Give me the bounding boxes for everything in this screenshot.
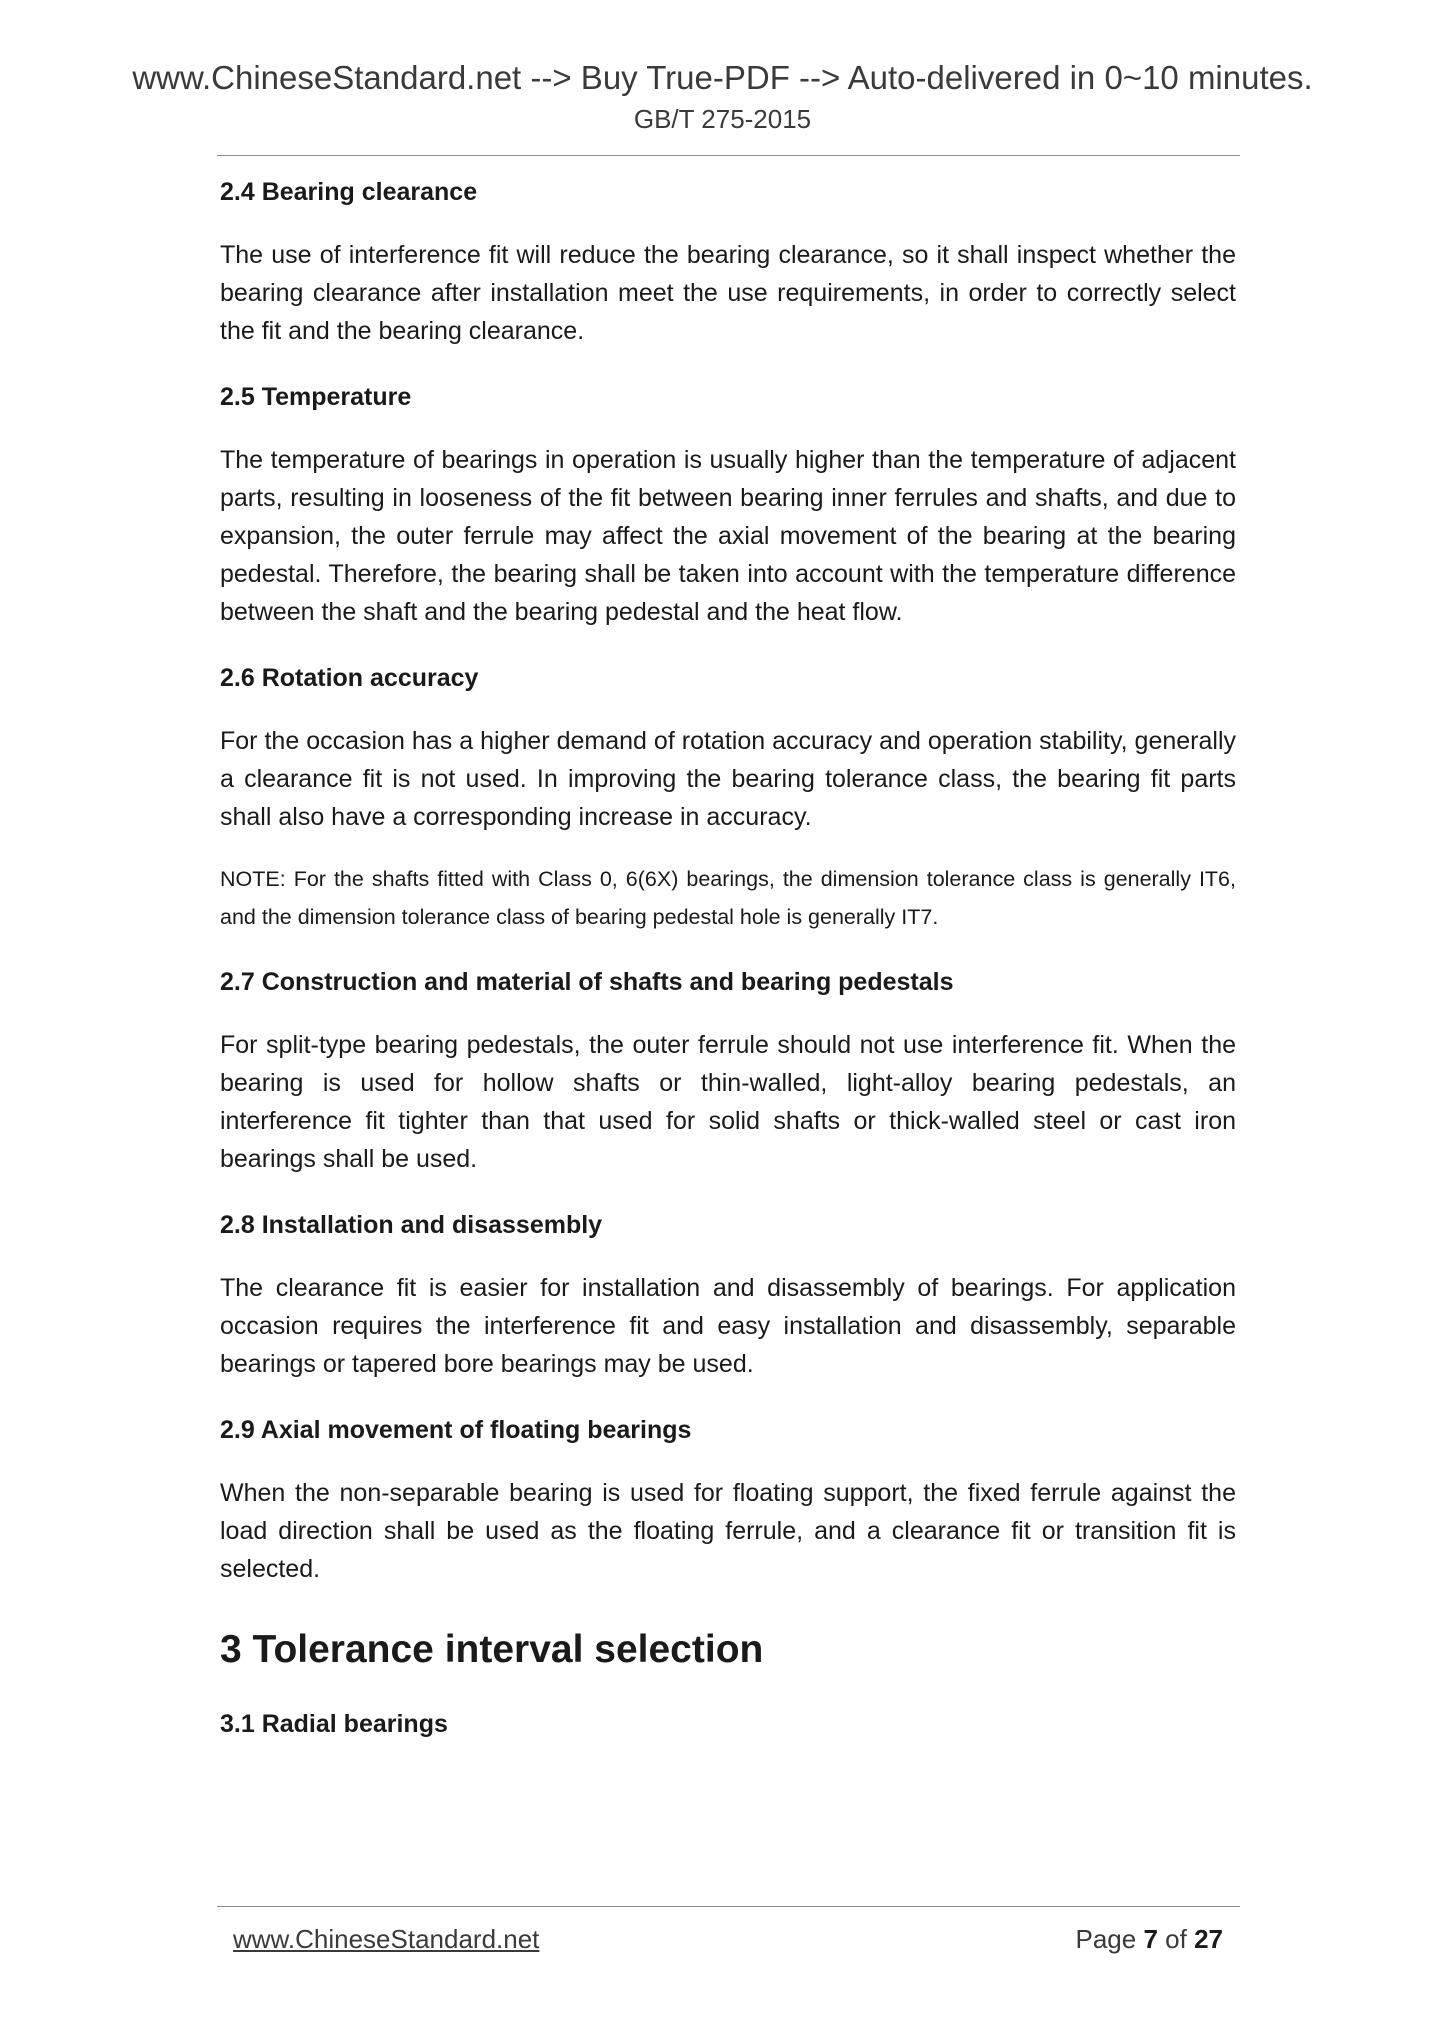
footer-divider (217, 1906, 1240, 1907)
page-prefix: Page (1075, 1924, 1137, 1954)
standard-number: GB/T 275-2015 (633, 104, 812, 134)
page-indicator (1075, 1924, 1223, 1955)
paragraph-2-8: The clearance fit is easier for installation and disassembly of bearings. For application occasion requires the interference fit and easy installation and disassembly, separable bearings or tapered bore bearings may be used. (220, 1274, 1236, 1378)
paragraph-2-7: For split-type bearing pedestals, the outer ferrule should not use interference fit. When the bearing is used for hollow shafts or thin-walled, light-alloy bearing pedestals, an interference fit tighter than that used for solid shafts or thick-walled steel or cast iron bearings shall be used. (220, 1031, 1236, 1173)
page-total: 27 (1194, 1924, 1223, 1954)
paragraph-2-9: When the non-separable bearing is used for floating support, the fixed ferrule against the load direction shall be used as the floating ferrule, and a clearance fit or transition fit is selected. (220, 1479, 1236, 1583)
heading-2-4: 2.4 Bearing clearance (220, 178, 478, 206)
document-body (220, 174, 1236, 1768)
header-banner: www.ChineseStandard.net --> Buy True-PDF --> Auto-delivered in 0~10 minutes. (132, 59, 1313, 96)
heading-3: 3 Tolerance interval selection (220, 1628, 764, 1671)
footer-website-link[interactable]: www.ChineseStandard.net (233, 1924, 540, 1954)
heading-3-1: 3.1 Radial bearings (220, 1710, 448, 1738)
heading-2-9: 2.9 Axial movement of floating bearings (220, 1416, 692, 1444)
heading-2-5: 2.5 Temperature (220, 383, 412, 411)
paragraph-2-5: The temperature of bearings in operation is usually higher than the temperature of adjacent parts, resulting in looseness of the fit between bearing inner ferrules and shafts, and due to expansion, the outer ferrule may affect the axial movement of the bearing at the bearing pedestal. Therefore, the bearing shall be taken into account with the temperature difference between the shaft and the bearing pedestal and the heat flow. (220, 446, 1236, 626)
note-2-6: NOTE: For the shafts fitted with Class 0, 6(6X) bearings, the dimension tolerance class is generally IT6, and the dimension tolerance class of bearing pedestal hole is generally IT7. (220, 867, 1236, 929)
heading-2-6: 2.6 Rotation accuracy (220, 664, 479, 692)
header-divider (217, 155, 1240, 156)
page-of: of (1165, 1924, 1187, 1954)
page-current: 7 (1143, 1924, 1158, 1954)
heading-2-7: 2.7 Construction and material of shafts and bearing pedestals (220, 968, 954, 996)
paragraph-2-6: For the occasion has a higher demand of rotation accuracy and operation stability, generally a clearance fit is not used. In improving the bearing tolerance class, the bearing fit parts shall also have a corresponding increase in accuracy. (220, 727, 1236, 831)
paragraph-2-4: The use of interference fit will reduce the bearing clearance, so it shall inspect whether the bearing clearance after installation meet the use requirements, in order to correctly select the fit and the bearing clearance. (220, 241, 1236, 345)
heading-2-8: 2.8 Installation and disassembly (220, 1211, 603, 1239)
